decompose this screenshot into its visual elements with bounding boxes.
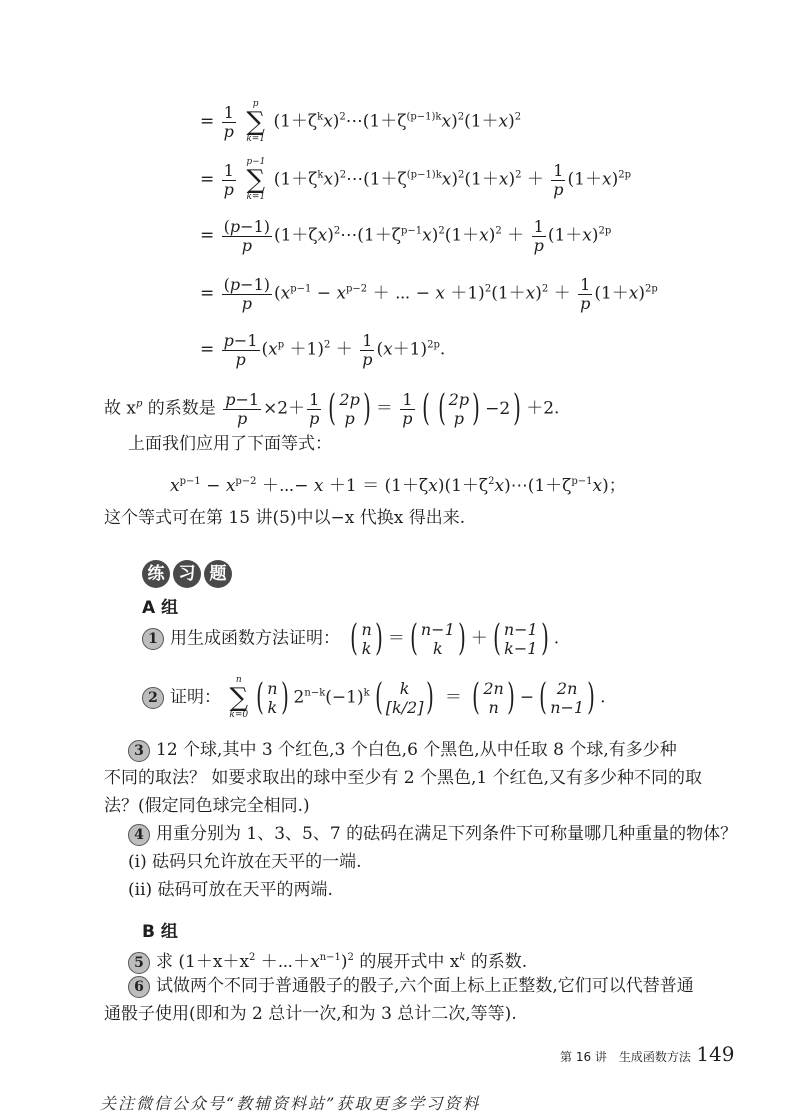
exercise-number-badge: 3 [128,740,150,762]
group-a-heading: A 组 [142,598,179,618]
identity-intro: 上面我们应用了下面等式： [128,434,332,454]
exercise-2: 2 证明： n ∑ k=0 ( n k ) $2^{n-k}(-1)^k$ ( k [k/2] ) ＝ ( 2n n ) − ( 2n n−1 ) . [142,676,606,720]
exercise-4-sub-2: (ii) 砝码可放在天平的两端. [128,880,333,900]
exercise-header-char: 练 [142,560,170,588]
exercises-header [142,560,235,588]
page-footer [560,1042,735,1069]
page-number: 149 [696,1042,735,1066]
exercise-3: 3 12 个球,其中 3 个红色,3 个白色,6 个黑色,从中任取 8 个球,有多少种 [128,736,677,764]
exercise-5: 5 求 ($1+x+x^2$ $+\cdots+x^{n-1})^2$ 的展开式中 $x^k$ 的系数. [128,946,527,974]
exercise-4: 4 用重分别为 1、3、5、7 的砝码在满足下列条件下可称量哪几种重量的物体？ [128,820,737,848]
exercise-6: 6 试做两个不同于普通骰子的骰子,六个面上标上正整数,它们可以代替普通 [128,972,694,1000]
exercise-number-badge: 1 [142,628,164,650]
equation-line-2: = $\frac{1}{p}$ p−1 ∑ k=1 $(1+\zeta^kx)^2\cdots(1+\zeta^{(p-1)k}x)^2(1+x)^2$ ＋ $\frac{1}{p}$ $(1+x)^{2p}$ [200,157,631,202]
group-b-heading: B 组 [142,922,178,942]
equation-line-3: = $\frac{(p-1)}{p}$ $(1+\zeta x)^2\cdots(1+\zeta^{p-1}x)^2(1+x)^2$ ＋ $\frac{1}{p}$ $(1+x)^{2p}$ [200,217,612,255]
exercise-header-char: 题 [204,560,232,588]
exercise-3-line-2: 不同的取法？ 如要求取出的球中至少有 2 个黑色,1 个红色,又有多少种不同的取 [104,768,703,788]
exercise-3-line-3: 法？(假定同色球完全相同.) [104,796,310,816]
exercise-number-badge: 4 [128,824,150,846]
sum-symbol: p−1 ∑ k=1 [246,157,266,202]
identity-note: 这个等式可在第 15 讲(5)中以−x 代换x 得出来. [104,508,466,528]
exercise-header-char: 习 [173,560,201,588]
coefficient-conclusion: 故 $x^p$ 的系数是 $\frac{p-1}{p}$ ×2＋ $\frac{1}{p}$ ( 2p p ) ＝ $\frac{1}{p}$ ( ( 2p p ) −2 ) ＋2. [104,388,560,430]
equation-line-1: = $\frac{1}{p}$ p ∑ k=1 $(1+\zeta^kx)^2\cdots(1+\zeta^{(p-1)k}x)^2(1+x)^2$ [200,99,522,144]
exercise-number-badge: 2 [142,687,164,709]
exercise-4-sub-1: (i) 砝码只允许放在天平的一端. [128,852,362,872]
watermark-text: 关注微信公众号“教辅资料站”获取更多学习资料 [100,1094,481,1113]
exercise-number-badge: 6 [128,976,150,998]
sum-symbol: p ∑ k=1 [246,99,266,144]
section-title: 第 16 讲 生成函数方法 [560,1050,691,1064]
exercise-6-line-2: 通骰子使用(即和为 2 总计一次,和为 3 总计二次,等等). [104,1004,517,1024]
equation-line-4: = $\frac{(p-1)}{p}$ ($x^{p-1} - x^{p-2}$ ＋ ⋯ − $x +1)^2(1+x)^2$ ＋ $\frac{1}{p}$ $(1+x)^{2p}$ [200,275,658,313]
exercise-number-badge: 5 [128,952,150,974]
identity-equation: $x^{p-1} - x^{p-2}$ ＋⋯− $x +1 = (1+\zeta x)(1+\zeta^2x)\cdots(1+\zeta^{p-1}x)$； [170,476,626,496]
equation-line-5: = $\frac{p-1}{p}$ $(x^p +1)^2$ ＋ $\frac{1}{p}$ $(x+1)^{2p}$. [200,331,446,369]
exercise-1: 1 用生成函数方法证明： ( n k ) ＝ ( n−1 k ) ＋ ( n−1 k−1 ) . [142,620,559,658]
